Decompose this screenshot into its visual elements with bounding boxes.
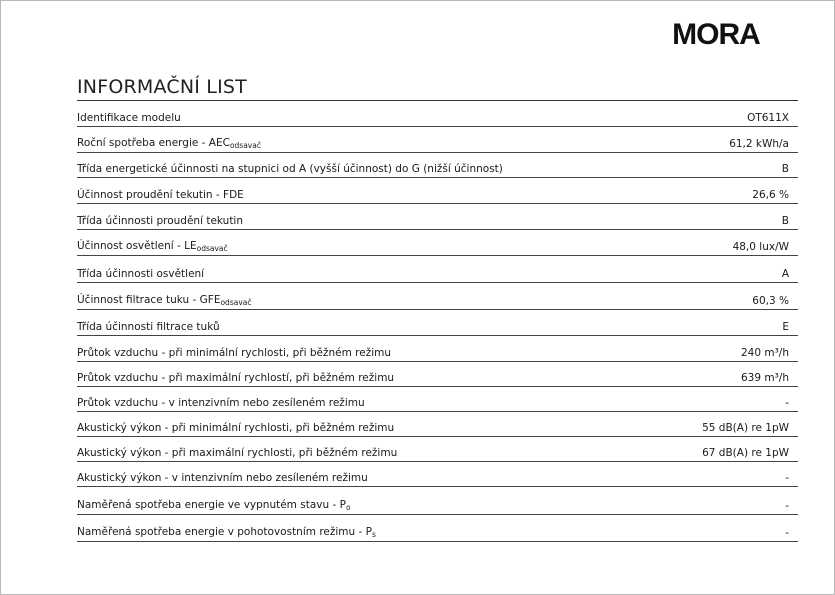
table-row — [77, 283, 798, 310]
row-value: 26,6 % — [752, 189, 789, 201]
row-value: 55 dB(A) re 1pW — [702, 422, 789, 434]
row-value: E — [782, 321, 789, 333]
row-label: Průtok vzduchu - při maximální rychlostí, při běžném režimu — [77, 372, 395, 384]
svg-text:MORA: MORA — [672, 18, 760, 50]
row-label: Účinnost osvětlení - $LE_{odsavač}$ — [77, 240, 228, 253]
table-row — [77, 437, 798, 462]
table-row — [77, 387, 798, 412]
row-value: - — [785, 527, 789, 539]
row-label: Identifikace modelu — [77, 112, 181, 124]
info-table — [77, 101, 798, 542]
table-row — [77, 310, 798, 336]
row-value: B — [781, 215, 789, 227]
row-value: 61,2 kWh/a — [729, 138, 789, 150]
row-label: Akustický výkon - při maximální rychlosti, při běžném režimu — [77, 447, 398, 459]
table-row — [77, 101, 798, 127]
row-value: 48,0 lux/W — [732, 241, 789, 253]
table-row — [77, 127, 798, 153]
table-row — [77, 204, 798, 230]
row-value: OT611X — [747, 112, 789, 124]
row-value: B — [781, 163, 789, 175]
table-row — [77, 412, 798, 437]
page-title: INFORMAČNÍ LIST — [77, 76, 247, 98]
row-label: Průtok vzduchu - v intenzivním nebo zesíleném režimu — [77, 397, 365, 409]
table-row — [77, 362, 798, 387]
row-value: A — [781, 268, 789, 280]
row-label: Průtok vzduchu - při minimální rychlosti, při běžném režimu — [77, 347, 392, 359]
table-row — [77, 178, 798, 204]
table-row — [77, 487, 798, 515]
row-label: Akustický výkon - při minimální rychlosti, při běžném režimu — [77, 422, 395, 434]
table-row — [77, 462, 798, 487]
row-label: Naměřená spotřeba energie v pohotovostním režimu - $P_s$ — [77, 526, 376, 539]
table-row — [77, 336, 798, 362]
table-row — [77, 153, 798, 178]
row-value: - — [785, 472, 789, 484]
table-row — [77, 515, 798, 542]
table-row — [77, 256, 798, 283]
row-label: Třída účinnosti proudění tekutin — [77, 215, 244, 227]
row-label: Účinnost filtrace tuku - $GFE_{odsavač}$ — [77, 294, 252, 307]
table-row — [77, 230, 798, 256]
mora-logo — [660, 14, 772, 50]
row-value: - — [785, 500, 789, 512]
row-value: 240 m³/h — [740, 347, 789, 359]
row-value: 67 dB(A) re 1pW — [702, 447, 789, 459]
row-label: Třída energetické účinnosti na stupnici od A (vyšší účinnost) do G (nižší účinnost) — [77, 163, 503, 175]
row-value: 639 m³/h — [740, 372, 789, 384]
row-label: Akustický výkon - v intenzivním nebo zesíleném režimu — [77, 472, 368, 484]
row-value: 60,3 % — [752, 295, 789, 307]
row-label: Třída účinnosti osvětlení — [77, 268, 205, 280]
row-label: Účinnost proudění tekutin - FDE — [77, 189, 244, 201]
row-value: - — [785, 397, 789, 409]
row-label: Roční spotřeba energie - $AEC_{odsavač}$ — [77, 137, 261, 150]
row-label: Naměřená spotřeba energie ve vypnutém stavu - $P_o$ — [77, 499, 351, 512]
row-label: Třída účinnosti filtrace tuků — [77, 321, 220, 333]
